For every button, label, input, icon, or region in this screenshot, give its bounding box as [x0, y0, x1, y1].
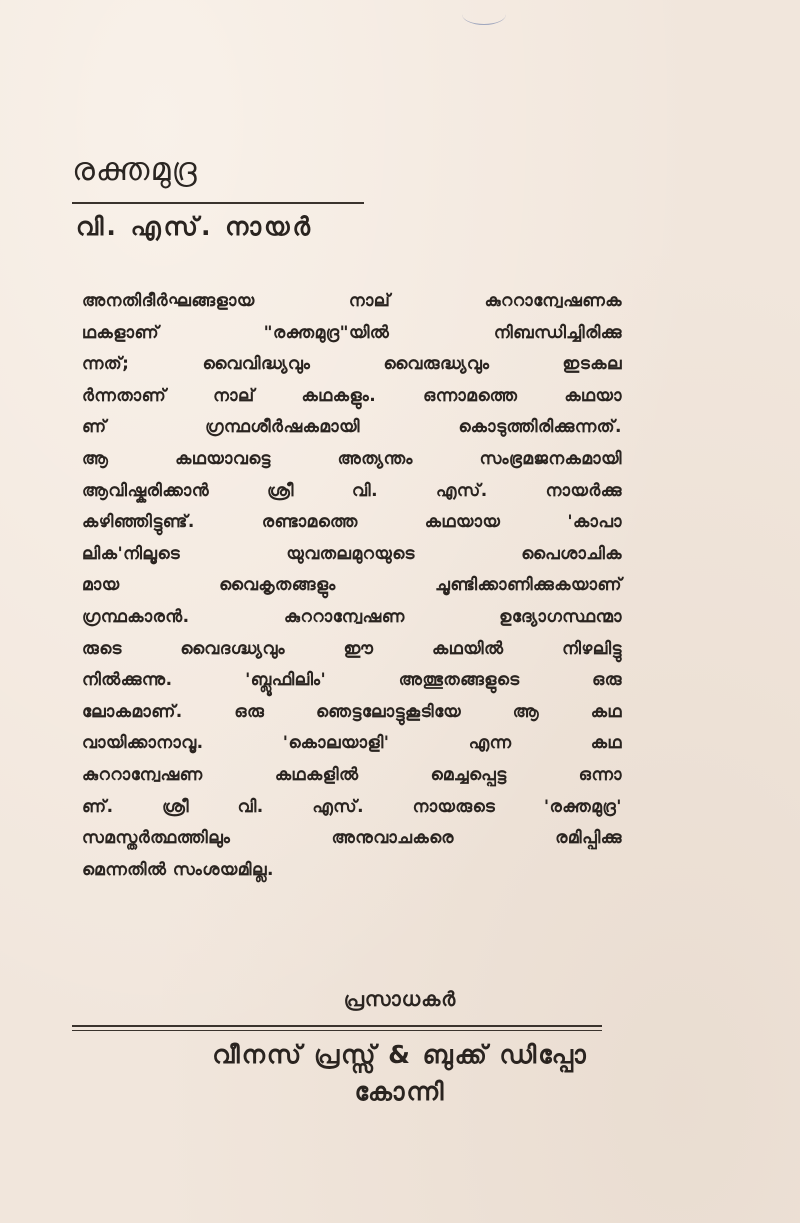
blurb-line: ലോകമാണ്. ഒരു ഞെട്ടലോട്ടുകൂടിയേ ആ കഥ	[82, 701, 622, 722]
title-divider	[72, 202, 364, 204]
blurb-line: ഥകളാണ് "രക്തമുദ്ര"യിൽ നിബന്ധിച്ചിരിക്കു	[82, 322, 622, 343]
blurb-line: കുററാന്വേഷണ കഥകളിൽ മെച്ചപ്പെട്ട ഒന്നാ	[82, 764, 622, 785]
blurb-line: ആ കഥയാവട്ടെ അത്യന്തം സംഭ്രമജനകമായി	[82, 448, 622, 469]
publisher-divider-thin	[72, 1030, 602, 1031]
blurb-line: വായിക്കാനാവൂ. 'കൊലയാളി' എന്ന കഥ	[82, 733, 622, 754]
blurb-line: ർന്നതാണ് നാല് കഥകളും. ഒന്നാമത്തെ കഥയാ	[82, 385, 622, 406]
blurb-line: ഗ്രന്ഥകാരൻ. കുററാന്വേഷണ ഉദ്യോഗസ്ഥന്മാ	[82, 606, 622, 627]
publisher-label: പ്രസാധകർ	[343, 987, 457, 1011]
press-place: കോന്നി	[354, 1077, 446, 1106]
blurb-line: ണ്. ശ്രീ വി. എസ്. നായരുടെ 'രക്തമുദ്ര'	[82, 796, 622, 817]
blurb-line: ലിക'നിലൂടെ യുവതലമുറയുടെ പൈശാചിക	[82, 543, 622, 564]
blurb-line: മെന്നതിൽ സംശയമില്ല.	[82, 859, 274, 880]
blurb-line: ആവിഷ്കരിക്കാൻ ശ്രീ വി. എസ്. നായർക്കു	[82, 480, 622, 501]
blurb-line: സമസ്തർത്ഥത്തിലും അനുവാചകരെ രമിപ്പിക്കു	[82, 828, 622, 849]
pencil-mark	[462, 4, 506, 25]
blurb-line: മായ വൈകൃതങ്ങളും ചൂണ്ടിക്കാണിക്കുകയാണ്	[82, 575, 622, 596]
blurb-line: ണ് ഗ്രന്ഥശീർഷകമായി കൊടുത്തിരിക്കുന്നത്.	[82, 417, 622, 438]
publisher-divider	[72, 1025, 602, 1027]
book-title: രക്തമുദ്ര	[72, 150, 198, 188]
blurb-line: കഴിഞ്ഞിട്ടുണ്ട്. രണ്ടാമത്തെ കഥയായ 'കാപാ	[82, 512, 622, 533]
blurb-line: അനതിദീർഘങ്ങളായ നാല് കുററാന്വേഷണക	[82, 291, 622, 311]
blurb-text	[82, 286, 622, 886]
blurb-line: ന്നത്; വൈവിദ്ധ്യവും വൈരുദ്ധ്യവും ഇടകല	[82, 354, 622, 375]
blurb-line: രുടെ വൈദഗ്ദ്ധ്യവും ഈ കഥയിൽ നിഴലിട്ടു	[82, 638, 622, 659]
blurb-line: നിൽക്കുന്നു. 'ബ്ലൂഫിലിം' അത്ഭുതങ്ങളുടെ ഒരു	[82, 670, 622, 691]
author-name: വി. എസ്. നായർ	[76, 212, 314, 241]
press-name: വീനസ് പ്രസ്സ് & ബുക്ക് ഡിപ്പോ	[212, 1040, 588, 1069]
